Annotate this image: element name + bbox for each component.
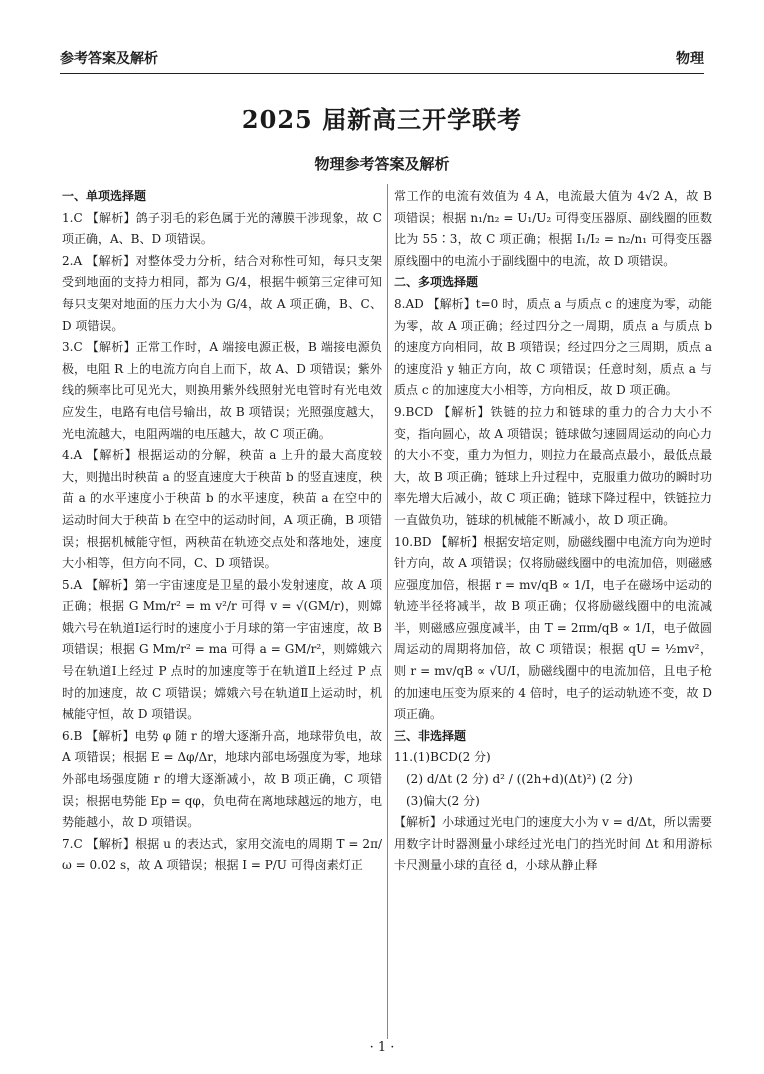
left-column bbox=[62, 186, 382, 877]
section-heading: 一、单项选择题 bbox=[62, 189, 147, 203]
page-subtitle: 物理参考答案及解析 bbox=[314, 155, 450, 173]
page-header bbox=[60, 44, 704, 74]
answer-item: 6.B 【解析】电势 φ 随 r 的增大逐渐升高，地球带负电，故 A 项错误；根据 E = Δφ/Δr，地球内部电场强度为零，地球外部电场强度随 r 的增大逐渐减小，故 B 项正确，C 项错误；根据电势能 Ep = qφ，负电荷在离地球越远的地方，电势能越小，故 D 项错误。 bbox=[62, 728, 382, 830]
answer-item: 常工作的电流有效值为 4 A，电流最大值为 4√2 A，故 B 项错误；根据 n₁/n₂ = U₁/U₂ 可得变压器原、副线圈的匝数比为 55∶3，故 C 项正确；根据 I₁/I₂ = n₂/n₁ 可得变压器原线圈中的电流小于副线圈中的电流，故 D 项错误。 bbox=[394, 189, 712, 268]
section-heading: 三、非选择题 bbox=[394, 728, 467, 743]
header-doc-label: 参考答案及解析 bbox=[60, 51, 158, 67]
section-heading: 二、多项选择题 bbox=[394, 275, 479, 290]
answer-item: 3.C 【解析】正常工作时，A 端接电源正极，B 端接电源负极，电阻 R 上的电流方向自上而下，故 A、D 项错误；紫外线的频率比可见光大，则换用紫外线照射光电管时有光电效应发生，电路有电信号输出，故 B 项错误；光照强度越大，光电流越大，电阻两端的电压越大，故 C 项正确。 bbox=[62, 340, 382, 441]
right-column bbox=[394, 186, 712, 877]
answer-item: 8.AD 【解析】t=0 时，质点 a 与质点 c 的速度为零，动能为零，故 A 项正确；经过四分之一周期，质点 a 与质点 b 的速度方向相同，故 B 项错误；经过四分之三周期，质点 a 的速度沿 y 轴正方向，故 C 项错误；任意时刻，质点 a 与质点 c 的加速度大小相等，方向相反，故 D 项正确。 bbox=[394, 296, 712, 398]
page-title: 2025 届新高三开学联考 bbox=[241, 105, 523, 134]
answer-subitem: (2) d/Δt (2 分) d² / ((2h+d)(Δt)²) (2 分) bbox=[406, 772, 633, 787]
answer-item: 【解析】小球通过光电门的速度大小为 v = d/Δt，所以需要用数字计时器测量小球经过光电门的挡光时间 Δt 和用游标卡尺测量小球的直径 d，小球从静止释 bbox=[394, 815, 712, 873]
answer-item: 9.BCD 【解析】铁链的拉力和链球的重力的合力大小不变，指向圆心，故 A 项错误；链球做匀速圆周运动的向心力的大小不变，重力为恒力，则拉力在最高点最小，最低点最大，故 B 项正确；链球上升过程中，克服重力做功的瞬时功率先增大后减小，故 C 项正确；链球下降过程中，铁链拉力一直做负功，链球的机械能不断减小，故 D 项正确。 bbox=[394, 404, 712, 527]
column-divider bbox=[387, 184, 388, 1039]
answer-item: 5.A 【解析】第一宇宙速度是卫星的最小发射速度，故 A 项正确；根据 G Mm/r² = m v²/r 可得 v = √(GM/r)，则嫦娥六号在轨道Ⅰ运行时的速度小于月球的第一宇宙速度，故 B 项错误；根据 G Mm/r² = ma 可得 a = GM/r²，则嫦娥六号在轨道Ⅰ上经过 P 点时的加速度等于在轨道Ⅱ上经过 P 点时的加速度，故 C 项错误；嫦娥六号在轨道Ⅱ上运动时，机械能守恒，故 D 项错误。 bbox=[62, 577, 382, 722]
answer-item: 7.C 【解析】根据 u 的表达式，家用交流电的周期 T = 2π/ω = 0.02 s，故 A 项错误；根据 I = P/U 可得卤素灯正 bbox=[62, 836, 382, 873]
answer-item: 2.A 【解析】对整体受力分析，结合对称性可知，每只支架受到地面的支持力相同，都为 G/4，根据牛顿第三定律可知每只支架对地面的压力大小为 G/4，故 A 项正确，B、C、D 项错误。 bbox=[62, 253, 382, 333]
answer-item: 10.BD 【解析】根据安培定则，励磁线圈中电流方向为逆时针方向，故 A 项错误；仅将励磁线圈中的电流加倍，则磁感应强度加倍，根据 r = mv/qB ∝ 1/I，电子在磁场中运动的轨迹半径将减半，故 B 项正确；仅将励磁线圈中的电流减半，则磁感应强度减半，由 T = 2πm/qB ∝ 1/I，电子做圆周运动的周期将加倍，故 C 项错误；根据 qU = ½mv²，则 r = mv/qB ∝ √U/I，励磁线圈中的电流加倍，且电子枪的加速电压变为原来的 4 倍时，电子的运动轨迹不变，故 D 项正确。 bbox=[394, 534, 712, 722]
answer-item: 11.(1)BCD(2 分) bbox=[394, 750, 491, 765]
header-subject: 物理 bbox=[676, 51, 704, 67]
answer-subitem: (3)偏大(2 分) bbox=[406, 793, 480, 808]
page-number: · 1 · bbox=[369, 1040, 395, 1055]
answer-item: 1.C 【解析】鸽子羽毛的彩色属于光的薄膜干涉现象，故 C 项正确，A、B、D 项错误。 bbox=[62, 210, 382, 247]
answer-item: 4.A 【解析】根据运动的分解，秧苗 a 上升的最大高度较大，则抛出时秧苗 a 的竖直速度大于秧苗 b 的竖直速度，秧苗 a 的水平速度小于秧苗 b 的水平速度，秧苗 a 在空中的运动时间大于秧苗 b 在空中的运动时间，A 项正确，B 项错误；根据机械能守恒，两秧苗在轨迹交点处和落地处，速度大小相等，但方向不同，C、D 项错误。 bbox=[62, 448, 382, 571]
